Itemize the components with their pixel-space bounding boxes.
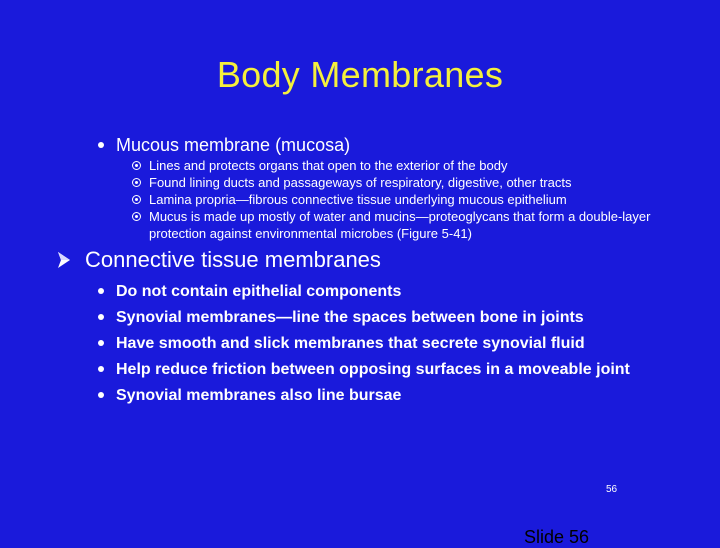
list-item	[132, 208, 672, 242]
dot-bullet-icon	[98, 366, 104, 372]
list-item-text: Help reduce friction between opposing surfaces in a moveable joint	[116, 361, 630, 378]
mucous-membrane-list	[132, 157, 672, 242]
list-item	[132, 191, 672, 208]
list-item-text: Lines and protects organs that open to the exterior of the body	[149, 158, 508, 173]
list-item	[98, 357, 630, 383]
list-item-text: Synovial membranes—line the spaces between bone in joints	[116, 309, 584, 326]
list-item	[132, 174, 672, 191]
list-item-text: Have smooth and slick membranes that secrete synovial fluid	[116, 335, 585, 352]
target-bullet-icon	[132, 212, 141, 221]
mucous-membrane-heading: Mucous membrane (mucosa)	[116, 135, 351, 155]
list-item	[98, 279, 630, 305]
target-bullet-icon	[132, 161, 141, 170]
arrowhead-bullet-icon	[58, 252, 70, 268]
target-bullet-icon	[132, 178, 141, 187]
dot-bullet-icon	[98, 288, 104, 294]
list-item	[98, 383, 630, 409]
target-bullet-icon	[132, 195, 141, 204]
list-item-text: Mucus is made up mostly of water and mucins—proteoglycans that form a double-layer protection against environmental microbes (Figure 5-41)	[149, 209, 651, 241]
slide-title: Body Membranes	[216, 54, 504, 95]
connective-tissue-heading: Connective tissue membranes	[85, 247, 381, 272]
dot-bullet-icon	[98, 392, 104, 398]
list-item-text: Synovial membranes also line bursae	[116, 387, 402, 404]
page-number: 56	[606, 484, 618, 495]
list-item-text: Do not contain epithelial components	[116, 283, 402, 300]
list-item	[132, 157, 672, 174]
mucous-membrane-heading-row	[98, 135, 350, 156]
slide-label: Slide 56	[524, 527, 590, 547]
dot-bullet-icon	[98, 142, 104, 148]
connective-tissue-list	[98, 279, 630, 409]
dot-bullet-icon	[98, 340, 104, 346]
dot-bullet-icon	[98, 314, 104, 320]
list-item	[98, 305, 630, 331]
list-item	[98, 331, 630, 357]
list-item-text: Found lining ducts and passageways of respiratory, digestive, other tracts	[149, 175, 572, 190]
connective-tissue-heading-row	[58, 247, 381, 273]
list-item-text: Lamina propria—fibrous connective tissue underlying mucous epithelium	[149, 192, 567, 207]
